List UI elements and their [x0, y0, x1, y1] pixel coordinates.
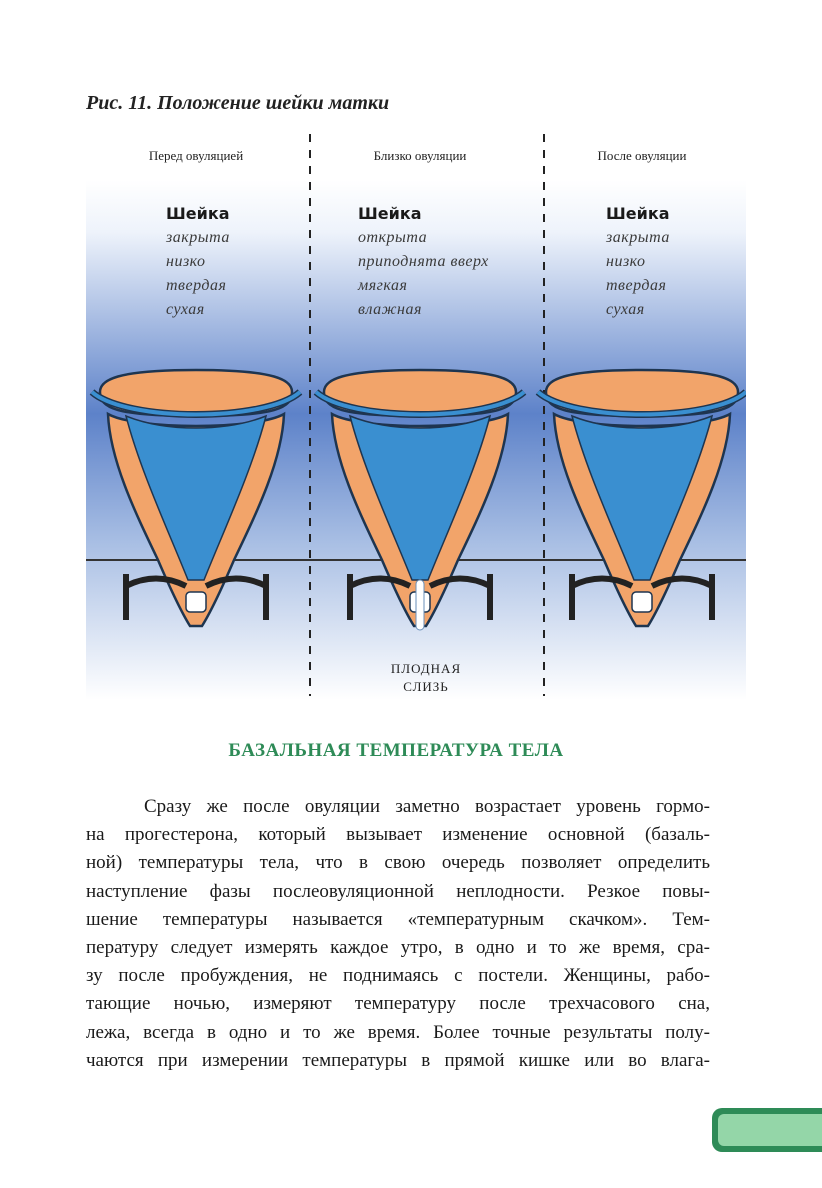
- cervix-state-after: [606, 202, 822, 322]
- text-line: лежа, всегда в одно и то же время. Более точные результаты полу-: [86, 1021, 710, 1043]
- cervix-property: закрыта: [166, 229, 230, 246]
- cervix-position-figure: [86, 130, 746, 700]
- page-edge-tab-inner: [718, 1114, 822, 1146]
- cervix-property: мягкая: [358, 277, 408, 294]
- cervix-property: влажная: [358, 301, 422, 318]
- cervix-property: сухая: [606, 301, 645, 318]
- text-line: шение температуры называется «температурным скачком». Тем-: [86, 908, 710, 930]
- cervix-property: приподнята вверх: [358, 253, 489, 270]
- text-line: ной) температуры тела, что в свою очередь позволяет определить: [86, 852, 710, 874]
- cervix-title: Шейка: [606, 204, 670, 223]
- text-line: тающие ночью, измеряют температуру после трехчасового сна,: [86, 993, 710, 1015]
- cervix-state-near: [358, 202, 578, 322]
- column-heading-after: После овуляции: [597, 148, 687, 163]
- text-line: пературу следует измерять каждое утро, в одно и то же время, сра-: [86, 936, 710, 958]
- text-line: наступление фазы послеовуляционной неплодности. Резкое повы-: [86, 880, 710, 902]
- column-heading-before: Перед овуляцией: [148, 148, 244, 163]
- text-line: Сразу же после овуляции заметно возрастает уровень гормо-: [144, 796, 710, 817]
- text-line: чаются при измерении температуры в прямой кишке или во влага-: [86, 1049, 710, 1071]
- cervix-state-before: [166, 202, 386, 322]
- text-line: зу после пробуждения, не поднимаясь с постели. Женщины, рабо-: [86, 965, 710, 987]
- page-edge-tab: [712, 1108, 822, 1152]
- cervix-property: твердая: [166, 277, 227, 294]
- fertile-mucus-label: [356, 660, 496, 696]
- body-paragraph: [86, 793, 710, 1075]
- cervix-property: сухая: [166, 301, 205, 318]
- mucus-label-line: СЛИЗЬ: [403, 679, 449, 694]
- cervix-property: низко: [166, 253, 206, 270]
- cervix-property: открыта: [358, 229, 428, 246]
- cervix-property: низко: [606, 253, 646, 270]
- mucus-label-line: ПЛОДНАЯ: [390, 661, 462, 676]
- cervix-title: Шейка: [166, 204, 230, 223]
- figure-caption: Рис. 11. Положение шейки матки: [86, 92, 390, 114]
- cervix-property: твердая: [606, 277, 667, 294]
- column-heading-near: Близко овуляции: [373, 148, 467, 163]
- section-heading: БАЗАЛЬНАЯ ТЕМПЕРАТУРА ТЕЛА: [228, 740, 564, 761]
- fertile-mucus-mark: [416, 580, 424, 630]
- cervix-title: Шейка: [358, 204, 422, 223]
- text-line: на прогестерона, который вызывает изменение основной (базаль-: [86, 824, 710, 846]
- cervix-property: закрыта: [606, 229, 670, 246]
